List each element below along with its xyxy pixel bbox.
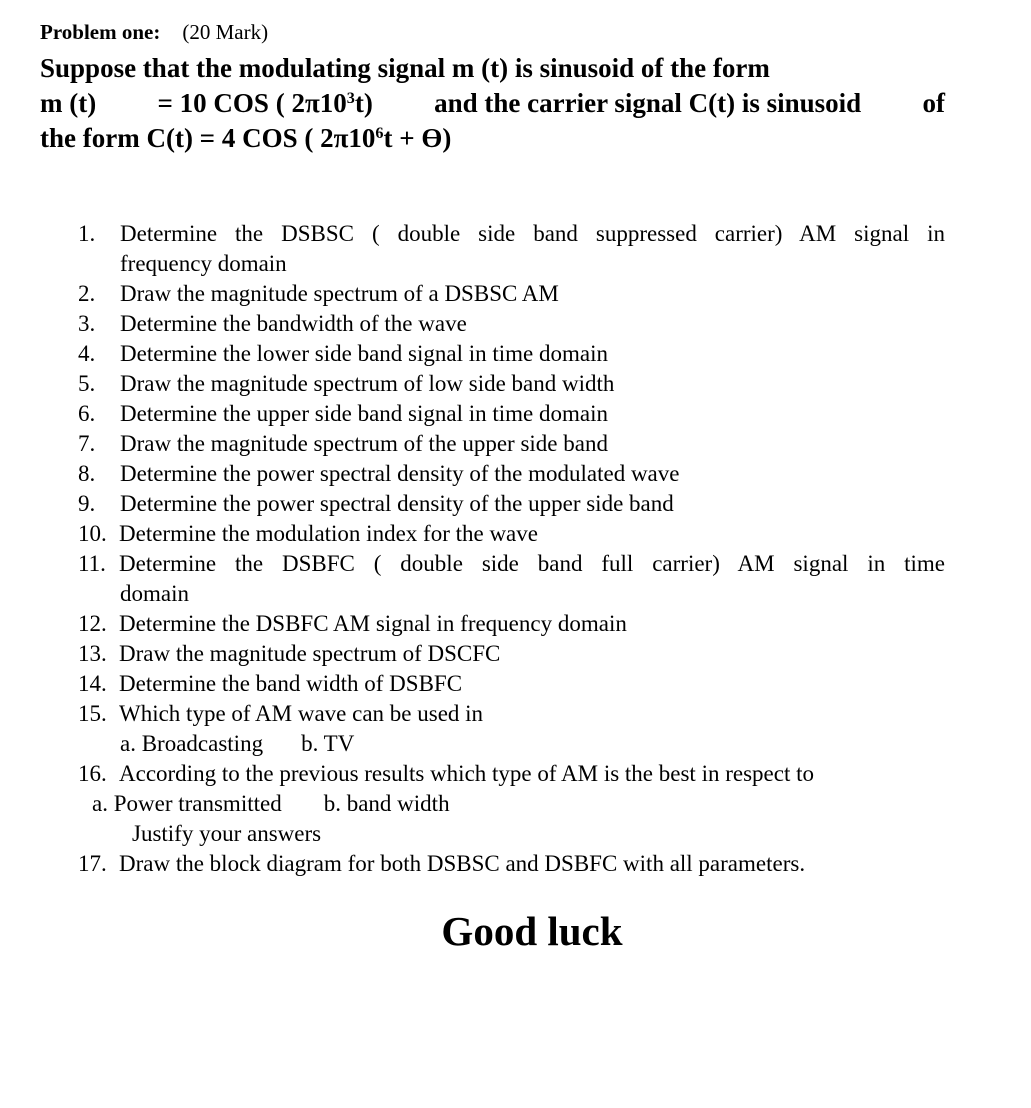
item-number: 9. (78, 491, 96, 516)
statement-line-3 (40, 121, 945, 156)
mark-label: (20 Mark) (182, 20, 269, 44)
sub-option-b: b. band width (323, 791, 450, 816)
list-item (78, 459, 945, 489)
item-number: 12. (78, 611, 107, 636)
problem-label: Problem one: (40, 20, 161, 44)
item-number: 4. (78, 341, 96, 366)
item-text: Determine the modulation index for the wave (119, 521, 538, 546)
list-item (78, 549, 945, 579)
statement-m-formula (158, 86, 373, 121)
item-text: Determine the power spectral density of the modulated wave (120, 461, 680, 486)
item-number: 7. (78, 431, 96, 456)
item-number: 13. (78, 641, 107, 666)
m-formula-base: = 10 COS ( 2π10 (157, 88, 347, 118)
item-text: Determine the bandwidth of the wave (120, 311, 467, 336)
item-text: Determine the DSBSC ( double side band suppressed carrier) AM signal in (120, 221, 945, 246)
item-text: Draw the block diagram for both DSBSC and DSBFC with all parameters. (119, 851, 806, 876)
sub-options (78, 789, 945, 819)
item-number: 17. (78, 851, 107, 876)
item-number: 11. (78, 551, 106, 576)
item-text: Draw the magnitude spectrum of DSCFC (119, 641, 501, 666)
question-list (78, 219, 945, 879)
c-formula-exponent: 6 (375, 124, 384, 143)
item-text: Which type of AM wave can be used in (119, 701, 484, 726)
item-text: Determine the DSBFC AM signal in frequency domain (119, 611, 627, 636)
sub-option-a: a. Power transmitted (92, 791, 282, 816)
item-number: 6. (78, 401, 96, 426)
list-item (78, 849, 945, 879)
item-number: 2. (78, 281, 96, 306)
item-text: Determine the DSBFC ( double side band full carrier) AM signal in time (119, 551, 945, 576)
item-number: 16. (78, 761, 107, 786)
item-number: 5. (78, 371, 96, 396)
item-number: 3. (78, 311, 96, 336)
list-item (78, 759, 945, 789)
list-item (78, 519, 945, 549)
problem-heading (40, 20, 268, 45)
item-text: Determine the power spectral density of the upper side band (120, 491, 674, 516)
item-continuation: domain (120, 581, 189, 606)
m-formula-tail: t) (354, 88, 373, 118)
statement-line-2 (40, 86, 945, 121)
item-continuation: frequency domain (120, 251, 287, 276)
c-formula-base: the form C(t) = 4 COS ( 2π10 (40, 123, 376, 153)
sub-options (78, 729, 945, 759)
statement-m-label: m (t) (40, 88, 97, 118)
item-number: 15. (78, 701, 107, 726)
list-item (78, 699, 945, 729)
item-number: 8. (78, 461, 96, 486)
list-item (78, 219, 945, 249)
m-formula-exponent: 3 (346, 89, 355, 108)
sub-option-a: a. Broadcasting (120, 731, 264, 756)
item-text: Draw the magnitude spectrum of a DSBSC AM (120, 281, 559, 306)
list-item (78, 639, 945, 669)
item-number: 10. (78, 521, 107, 546)
list-item (78, 309, 945, 339)
item-text: Determine the lower side band signal in time domain (120, 341, 608, 366)
list-item (78, 369, 945, 399)
item-number: 1. (78, 221, 96, 246)
justify-note: Justify your answers (132, 821, 322, 846)
statement-carrier-text: and the carrier signal C(t) is sinusoid (434, 88, 862, 118)
list-item (78, 399, 945, 429)
statement-of: of (922, 88, 945, 118)
item-text: Draw the magnitude spectrum of low side band width (120, 371, 615, 396)
closing-text: Good luck (441, 908, 623, 954)
list-item (78, 609, 945, 639)
item-text: Determine the upper side band signal in time domain (120, 401, 608, 426)
item-text: According to the previous results which type of AM is the best in respect to (119, 761, 814, 786)
c-formula-tail: t + Ɵ) (383, 123, 452, 153)
list-item (78, 489, 945, 519)
sub-option-b: b. TV (301, 731, 355, 756)
list-item (78, 429, 945, 459)
item-text: Draw the magnitude spectrum of the upper side band (120, 431, 608, 456)
statement-line-1: Suppose that the modulating signal m (t) is sinusoid of the form (40, 53, 770, 83)
list-item (78, 669, 945, 699)
item-number: 14. (78, 671, 107, 696)
list-item (78, 279, 945, 309)
item-text: Determine the band width of DSBFC (119, 671, 463, 696)
list-item (78, 339, 945, 369)
